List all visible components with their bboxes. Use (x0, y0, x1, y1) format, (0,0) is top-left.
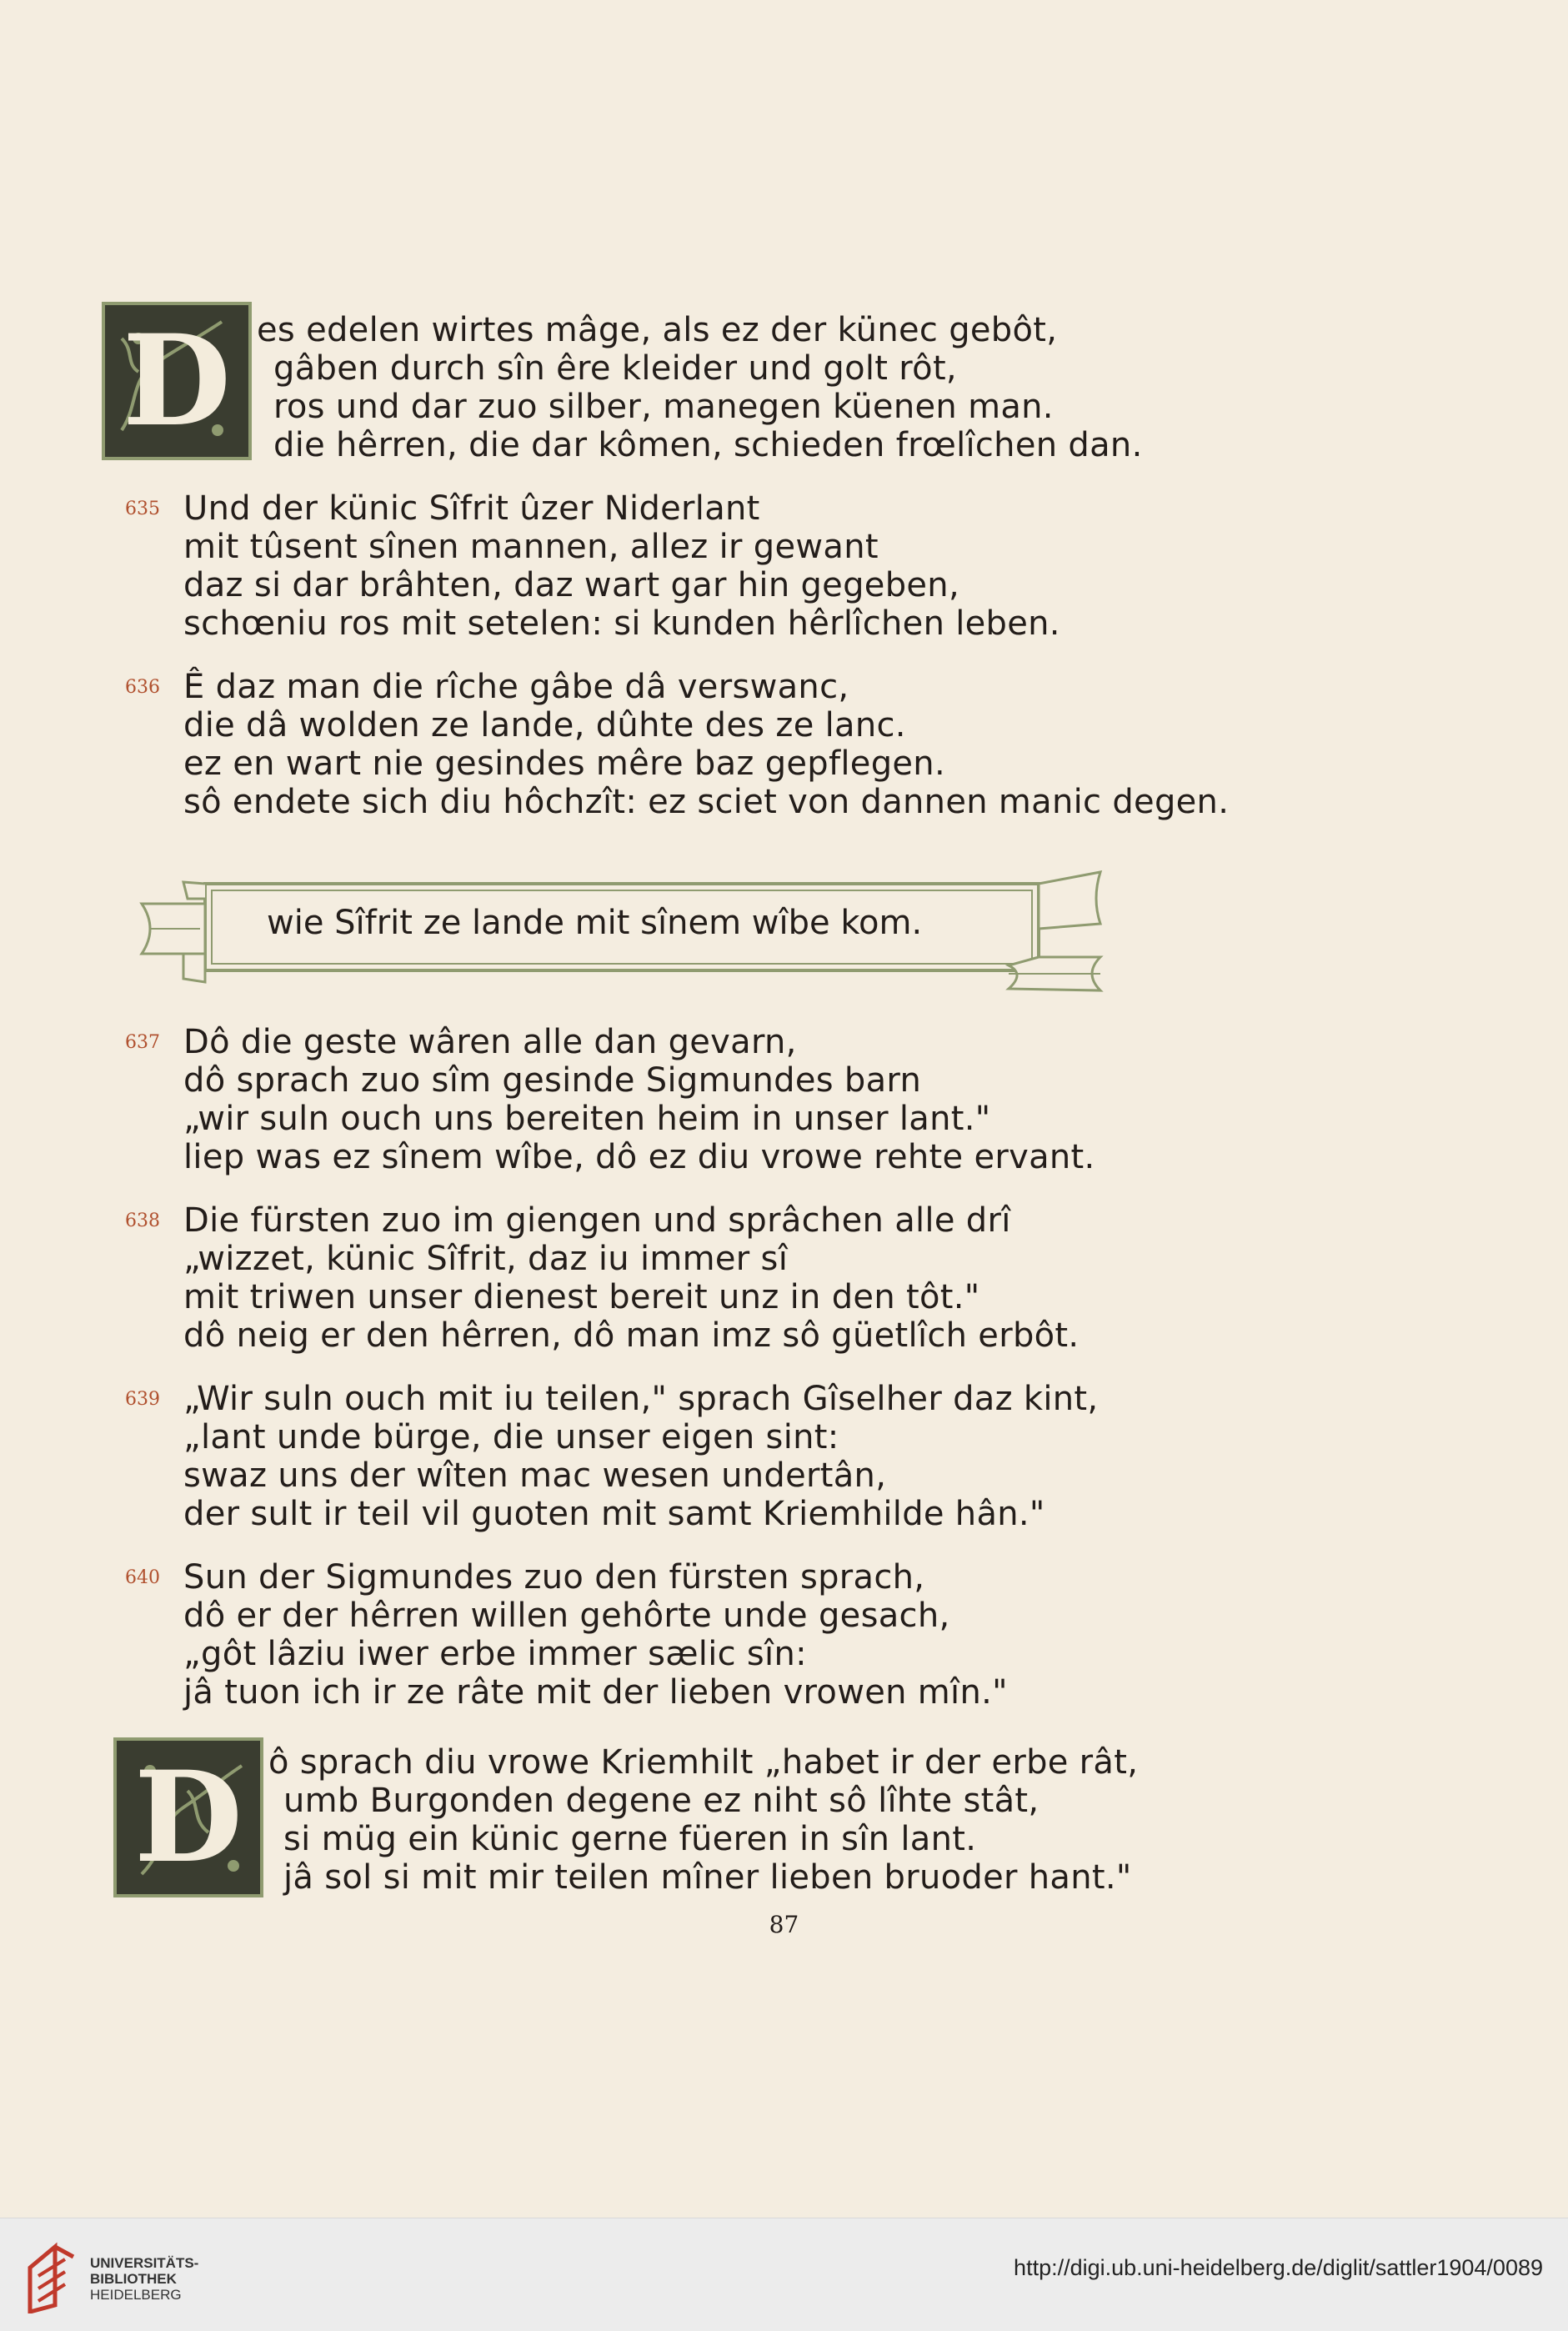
verse-line: ez en wart nie gesindes mêre baz gepflegen. (183, 744, 945, 783)
verse-line: mit triwen unser dienest bereit unz in den tôt." (183, 1278, 980, 1316)
library-footer (0, 2218, 1568, 2331)
verse-line: „lant unde bürge, die unser eigen sint: (183, 1418, 839, 1456)
verse-number: 638 (125, 1211, 160, 1231)
verse-line: swaz uns der wîten mac wesen undertân, (183, 1456, 887, 1495)
page-number: 87 (769, 1911, 799, 1938)
chapter-title: wie Sîfrit ze lande mit sînem wîbe kom. (267, 904, 923, 942)
verse-line: Dô die geste wâren alle dan gevarn, (183, 1023, 797, 1061)
verse-line: umb Burgonden degene ez niht sô lîhte stât, (283, 1782, 1039, 1820)
verse-line: „wizzet, künic Sîfrit, daz iu immer sî (183, 1240, 789, 1278)
verse-number: 635 (125, 499, 160, 519)
verse-line: Die fürsten zuo im giengen und sprâchen alle drî (183, 1201, 1011, 1240)
verse-line: gâben durch sîn êre kleider und golt rôt, (273, 349, 957, 388)
verse-line: daz si dar brâhten, daz wart gar hin gegeben, (183, 566, 959, 604)
verse-line: „Wir suln ouch mit iu teilen," sprach Gîselher daz kint, (183, 1380, 1099, 1418)
verse-line: die dâ wolden ze lande, dûhte des ze lanc. (183, 706, 906, 744)
verse-line: Sun der Sigmundes zuo den fürsten sprach, (183, 1558, 925, 1597)
ornamental-initial-d: D (102, 302, 252, 460)
verse-line: schœniu ros mit setelen: si kunden hêrlîchen leben. (183, 604, 1060, 643)
verse-line: jâ sol si mit mir teilen mîner lieben bruoder hant." (283, 1858, 1132, 1897)
verse-line: jâ tuon ich ir ze râte mit der lieben vrowen mîn." (183, 1673, 1008, 1712)
verse-line: mit tûsent sînen mannen, allez ir gewant (183, 528, 879, 566)
verse-number: 636 (125, 677, 160, 698)
verse-line: dô neig er den hêrren, dô man imz sô güetlîch erbôt. (183, 1316, 1080, 1355)
verse-line: „gôt lâziu iwer erbe immer sælic sîn: (183, 1635, 807, 1673)
verse-line: si müg ein künic gerne füeren in sîn lant. (283, 1820, 977, 1858)
verse-line: „wir suln ouch uns bereiten heim in unser lant." (183, 1100, 991, 1138)
library-name: UNIVERSITÄTS- BIBLIOTHEK HEIDELBERG (90, 2255, 199, 2303)
source-url-link[interactable]: http://digi.ub.uni-heidelberg.de/diglit/sattler1904/0089 (1014, 2255, 1543, 2280)
chapter-banner (125, 849, 1109, 1004)
verse-line: ros und dar zuo silber, manegen küenen man. (273, 388, 1054, 426)
ornamental-initial-d: D (113, 1737, 263, 1897)
verse-line: ô sprach diu vrowe Kriemhilt „habet ir der erbe rât, (268, 1743, 1139, 1782)
verse-line: Ê daz man die rîche gâbe dâ verswanc, (183, 668, 849, 706)
verse-line: der sult ir teil vil guoten mit samt Kriemhilde hân." (183, 1495, 1045, 1533)
verse-line: liep was ez sînem wîbe, dô ez diu vrowe rehte ervant. (183, 1138, 1095, 1176)
verse-line: dô sprach zuo sîm gesinde Sigmundes barn (183, 1061, 922, 1100)
verse-line: dô er der hêrren willen gehôrte unde gesach, (183, 1597, 950, 1635)
library-logo-icon[interactable] (22, 2238, 80, 2313)
verse-number: 639 (125, 1389, 160, 1410)
verse-number: 640 (125, 1567, 160, 1588)
verse-line: die hêrren, die dar kômen, schieden frœlîchen dan. (273, 426, 1143, 464)
verse-line: es edelen wirtes mâge, als ez der künec gebôt, (257, 311, 1058, 349)
verse-line: Und der künic Sîfrit ûzer Niderlant (183, 489, 760, 528)
verse-number: 637 (125, 1032, 160, 1053)
verse-line: sô endete sich diu hôchzît: ez sciet von dannen manic degen. (183, 783, 1230, 821)
